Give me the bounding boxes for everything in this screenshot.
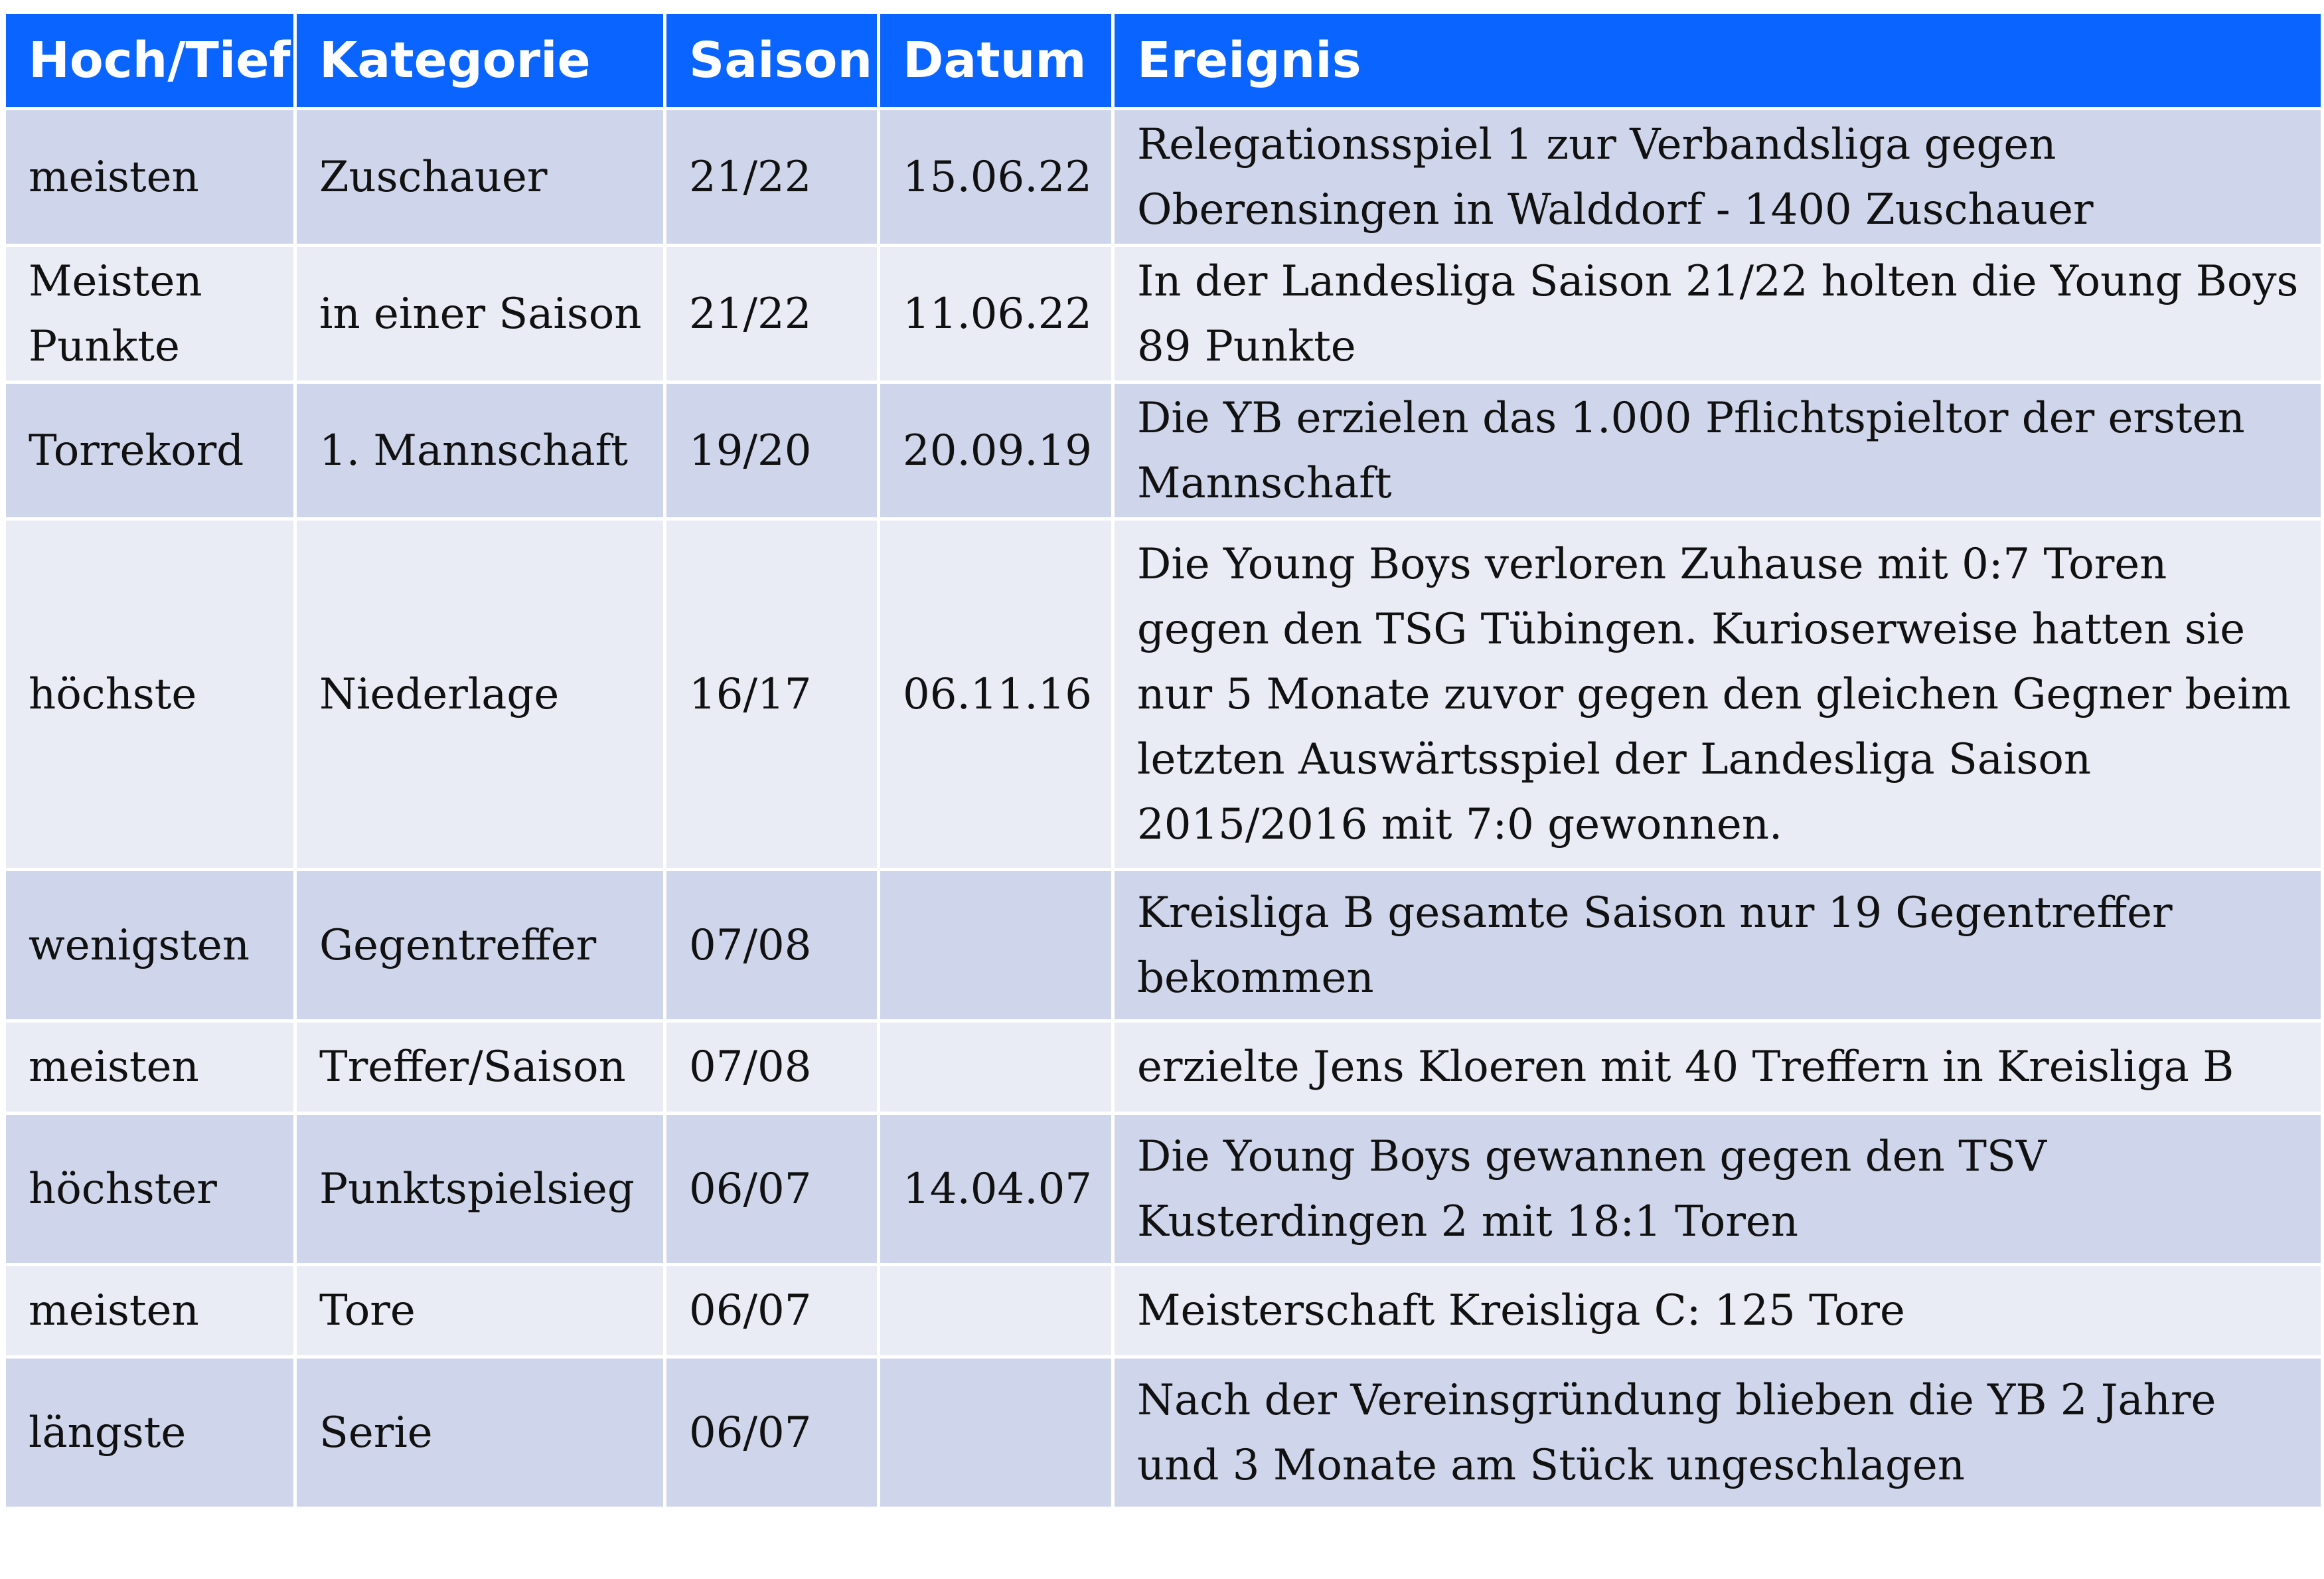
- cell-kategorie: 1. Mannschaft: [295, 382, 665, 519]
- cell-datum: 06.11.16: [879, 519, 1113, 870]
- table-row: [5, 519, 2323, 870]
- cell-saison: 07/08: [665, 870, 879, 1021]
- table-row: [5, 870, 2323, 1021]
- cell-datum: 11.06.22: [879, 246, 1113, 382]
- cell-ereignis: Die Young Boys gewannen gegen den TSV Kusterdingen 2 mit 18:1 Toren: [1113, 1114, 2323, 1265]
- table-row: [5, 1265, 2323, 1357]
- cell-kategorie: Punktspielsieg: [295, 1114, 665, 1265]
- cell-datum: 14.04.07: [879, 1114, 1113, 1265]
- cell-datum: 20.09.19: [879, 382, 1113, 519]
- cell-ereignis: Kreisliga B gesamte Saison nur 19 Gegentreffer bekommen: [1113, 870, 2323, 1021]
- cell-hochtief: längste: [5, 1357, 295, 1509]
- cell-saison: 21/22: [665, 109, 879, 246]
- cell-ereignis: erzielte Jens Kloeren mit 40 Treffern in Kreisliga B: [1113, 1021, 2323, 1114]
- header-datum: Datum: [879, 13, 1113, 109]
- cell-hochtief: meisten: [5, 109, 295, 246]
- cell-kategorie: Niederlage: [295, 519, 665, 870]
- cell-hochtief: Torrekord: [5, 382, 295, 519]
- cell-saison: 06/07: [665, 1265, 879, 1357]
- cell-datum: [879, 1265, 1113, 1357]
- cell-datum: [879, 1357, 1113, 1509]
- header-kategorie: Kategorie: [295, 13, 665, 109]
- cell-hochtief: höchster: [5, 1114, 295, 1265]
- cell-hochtief: meisten: [5, 1265, 295, 1357]
- cell-ereignis: Nach der Vereinsgründung blieben die YB 2 Jahre und 3 Monate am Stück ungeschlagen: [1113, 1357, 2323, 1509]
- cell-saison: 16/17: [665, 519, 879, 870]
- cell-kategorie: Serie: [295, 1357, 665, 1509]
- cell-kategorie: Zuschauer: [295, 109, 665, 246]
- cell-datum: 15.06.22: [879, 109, 1113, 246]
- cell-hochtief: meisten: [5, 1021, 295, 1114]
- cell-kategorie: Treffer/Saison: [295, 1021, 665, 1114]
- cell-kategorie: Tore: [295, 1265, 665, 1357]
- cell-ereignis: Die YB erzielen das 1.000 Pflichtspieltor der ersten Mannschaft: [1113, 382, 2323, 519]
- cell-saison: 21/22: [665, 246, 879, 382]
- cell-saison: 19/20: [665, 382, 879, 519]
- header-saison: Saison: [665, 13, 879, 109]
- cell-ereignis: Meisterschaft Kreisliga C: 125 Tore: [1113, 1265, 2323, 1357]
- cell-ereignis: In der Landesliga Saison 21/22 holten die Young Boys 89 Punkte: [1113, 246, 2323, 382]
- header-hochtief: Hoch/Tief: [5, 13, 295, 109]
- table-row: [5, 382, 2323, 519]
- cell-datum: [879, 870, 1113, 1021]
- cell-datum: [879, 1021, 1113, 1114]
- cell-ereignis: Die Young Boys verloren Zuhause mit 0:7 Toren gegen den TSG Tübingen. Kurioserweise hatten sie nur 5 Monate zuvor gegen den gleichen Gegner beim letzten Auswärtsspiel der Landesliga Saison 2015/2016 mit 7:0 gewonnen.: [1113, 519, 2323, 870]
- header-ereignis: Ereignis: [1113, 13, 2323, 109]
- cell-hochtief: Meisten Punkte: [5, 246, 295, 382]
- cell-hochtief: höchste: [5, 519, 295, 870]
- table-row: [5, 1021, 2323, 1114]
- table-row: [5, 1114, 2323, 1265]
- cell-kategorie: Gegentreffer: [295, 870, 665, 1021]
- records-table: [3, 11, 2324, 1510]
- cell-saison: 07/08: [665, 1021, 879, 1114]
- table-row: [5, 1357, 2323, 1509]
- header-row: [5, 13, 2323, 109]
- table-row: [5, 246, 2323, 382]
- cell-hochtief: wenigsten: [5, 870, 295, 1021]
- cell-kategorie: in einer Saison: [295, 246, 665, 382]
- cell-ereignis: Relegationsspiel 1 zur Verbandsliga gegen Oberensingen in Walddorf - 1400 Zuschauer: [1113, 109, 2323, 246]
- cell-saison: 06/07: [665, 1114, 879, 1265]
- cell-saison: 06/07: [665, 1357, 879, 1509]
- table-row: [5, 109, 2323, 246]
